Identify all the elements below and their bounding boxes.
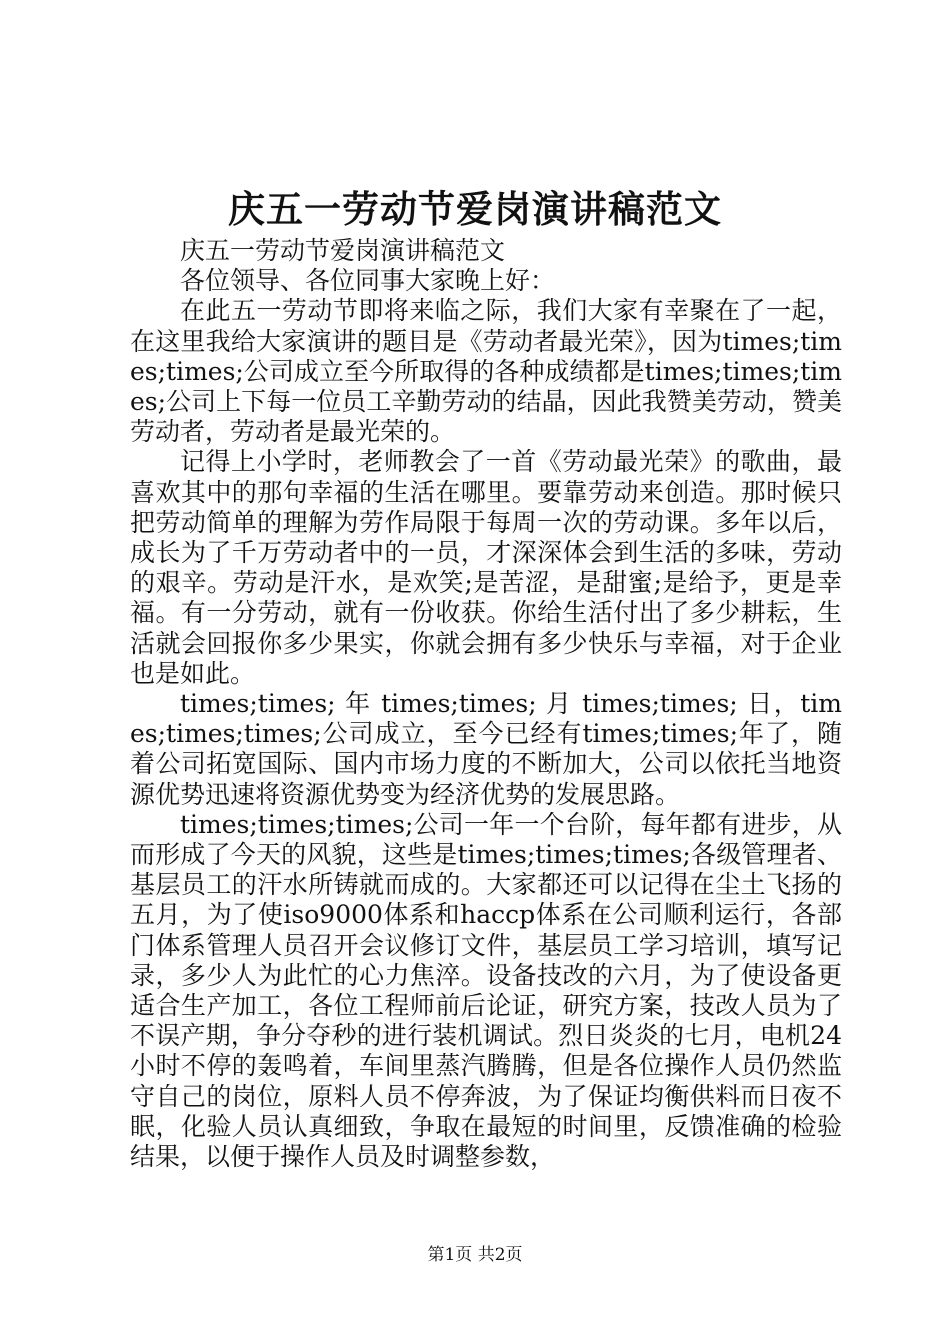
paragraph-greeting: 各位领导、各位同事大家晚上好： — [180, 266, 556, 296]
page-footer: 第1页 共2页 — [427, 1245, 523, 1265]
paragraph: 记得上小学时，老师教会了一首《劳动最光荣》的歌曲，最喜欢其中的那句幸福的生活在哪里。要靠劳动来创造。那时候只把劳动简单的理解为劳作局限于每周一次的劳动课。多年以后，成长为了千万劳动者中的一员，才深深体会到生活的多味，劳动的艰辛。劳动是汗水，是欢笑;是苦涩，是甜蜜;是给予，更是幸福。有一分劳动，就有一份收获。你给生活付出了多少耕耘，生活就会回报你多少果实，你就会拥有多少快乐与幸福，对于企业也是如此。 — [130, 447, 842, 688]
paragraph: times;times;times;公司一年一个台阶，每年都有进步，从而形成了今天的风貌，这些是times;times;times;各级管理者、基层员工的汗水所铸就而成的。大家都还可以记得在尘土飞扬的五月，为了使iso9000体系和haccp体系在公司顺利运行，各部门体系管理人员召开会议修订文件，基层员工学习培训，填写记录，多少人为此忙的心力焦淬。设备技改的六月，为了使设备更适合生产加工，各位工程师前后论证，研究方案，技改人员为了不误产期，争分夺秒的进行装机调试。烈日炎炎的七月，电机24小时不停的轰鸣着，车间里蒸汽腾腾，但是各位操作人员仍然监守自己的岗位，原料人员不停奔波，为了保证均衡供料而日夜不眠，化验人员认真细致，争取在最短的时间里，反馈准确的检验结果，以便于操作人员及时调整参数， — [130, 809, 842, 1172]
paragraph-subtitle: 庆五一劳动节爱岗演讲稿范文 — [180, 236, 506, 265]
document-title: 庆五一劳动节爱岗演讲稿范文 — [228, 187, 722, 231]
paragraph: 在此五一劳动节即将来临之际，我们大家有幸聚在了一起，在这里我给大家演讲的题目是《劳动者最光荣》，因为times;times;times;公司成立至今所取得的各种成绩都是times;times;times;公司上下每一位员工辛勤劳动的结晶，因此我赞美劳动，赞美劳动者，劳动者是最光荣的。 — [130, 296, 842, 447]
document-body — [130, 236, 842, 1172]
paragraph: times;times; 年 times;times; 月 times;times; 日，times;times;times;公司成立，至今已经有times;times;年了，随着公司拓宽国际、国内市场力度的不断加大，公司以依托当地资源优势迅速将资源优势变为经济优势的发展思路。 — [130, 689, 842, 809]
